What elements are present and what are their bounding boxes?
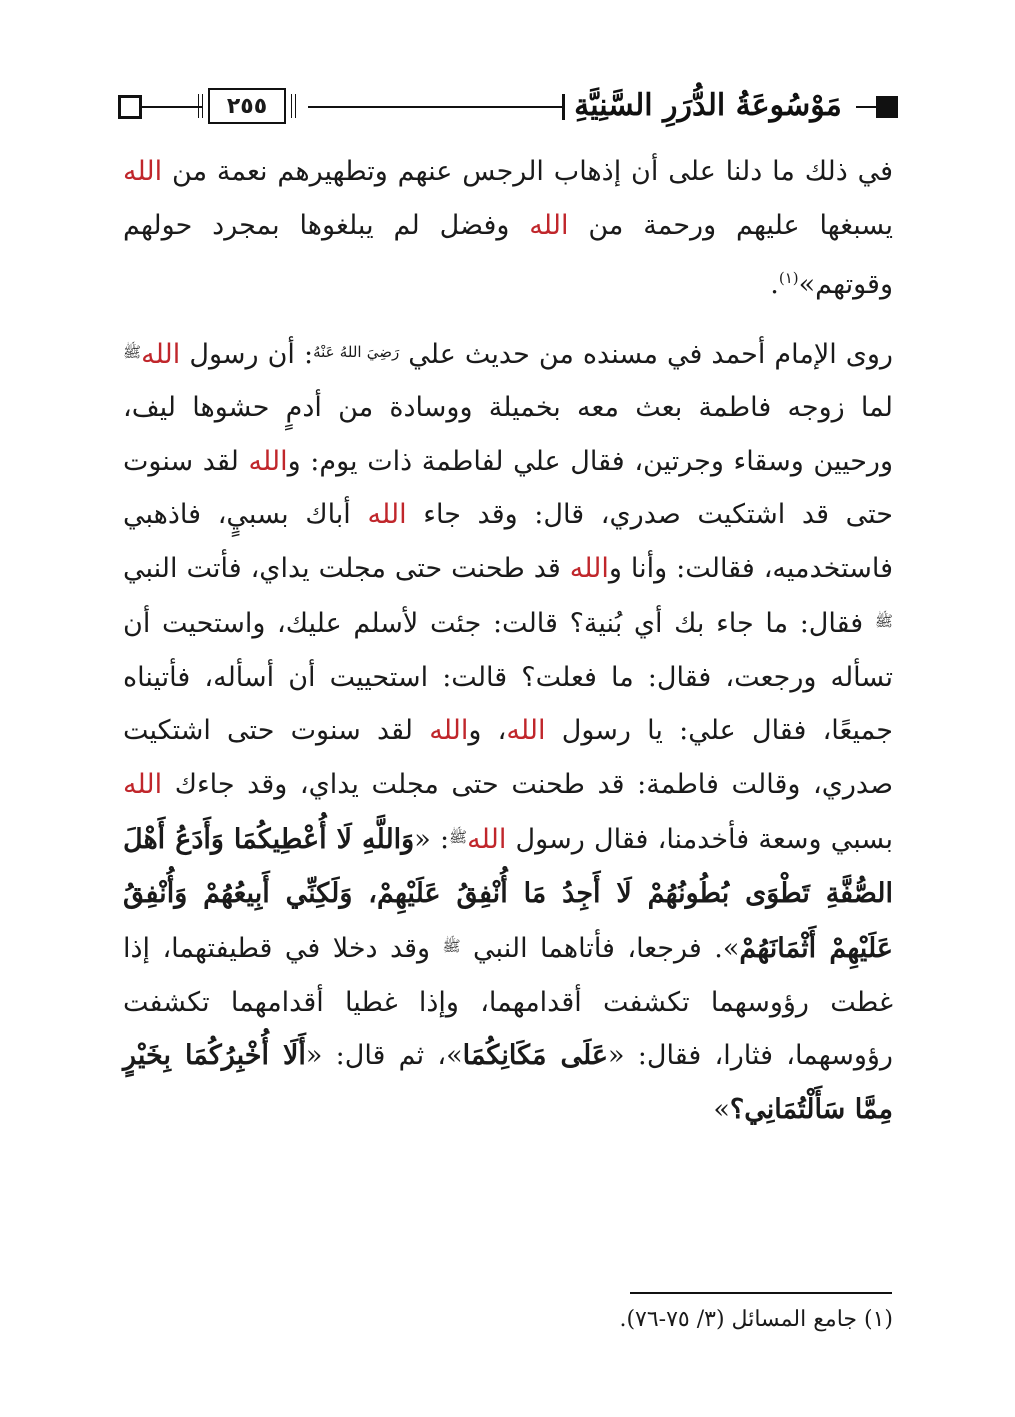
allah-word: الله	[506, 715, 546, 746]
text-run: أباك بسبيٍ، فاذهبي فاستخدميه، فقالت: وأنا و	[123, 499, 893, 584]
text-run: : «	[414, 824, 450, 855]
honorific: ﷺ	[449, 828, 468, 846]
page-header	[118, 82, 898, 132]
honorific: رَضِيَ اللهُ عَنْهُ	[313, 342, 400, 361]
text-run: وفضل لم يبلغوها بمجرد حولهم وقوتهم»	[123, 209, 893, 300]
header-ornament-right	[876, 96, 898, 118]
text-run: : أن رسول	[180, 338, 314, 370]
text-run: روى الإمام أحمد في مسنده من حديث علي	[399, 338, 893, 370]
text-run: لقد سنوت حتى اشتكيت صدري، وقالت فاطمة: قد طحنت حتى مجلت يداي، وقد جاءك	[123, 715, 893, 800]
allah-word: الله	[123, 768, 163, 800]
text-run: ، و	[468, 715, 507, 746]
header-rule-right	[856, 106, 876, 108]
footnote-ref[interactable]: (١)	[778, 269, 799, 287]
header-rule-middle	[308, 106, 563, 108]
text-run: »	[713, 1093, 730, 1125]
text-run: لقد سنوت حتى قد اشتكيت صدري، قال: وقد جاء	[123, 445, 893, 530]
text-run: ». فرجعا، فأتاهما النبي	[460, 933, 740, 964]
text-run: قد طحنت حتى مجلت يداي، فأتت النبي	[123, 552, 570, 584]
hadith-quote: عَلَى مَكَانِكُمَا	[462, 1040, 609, 1071]
book-title-logo: مَوْسُوعَةُ الدُّرَرِ السَّنِيَّةِ	[574, 87, 842, 123]
honorific: ﷺ	[874, 612, 893, 630]
text-run: »، ثم قال: «	[305, 1040, 463, 1071]
allah-word: الله	[248, 445, 288, 477]
allah-word: الله	[367, 499, 407, 530]
text-run: .	[770, 269, 779, 300]
text-run: فقال: ما جاء بك أي بُنية؟ قالت: جئت لأسلم عليك، واستحيت أن تسأله ورجعت، فقال: ما فعلت؟ قالت: استحييت أن أسأله، فأتيناه جميعًا، فقال علي: يا رسول	[123, 608, 893, 746]
allah-word: الله	[429, 715, 469, 746]
text-run: يسبغها عليهم ورحمة من	[568, 209, 893, 241]
text-run: وقد دخلا في قطيفتهما، إذا غطت رؤوسهما تكشفت أقدامهما، وإذا غطيا أقدامهما تكشفت رؤوسهما، فثارا، فقال: «	[123, 933, 893, 1071]
allah-word: الله	[467, 824, 507, 855]
hadith-quote: وَاللَّهِ لَا أُعْطِيكُمَا وَأَدَعُ أَهْلَ الصُّفَّةِ تَطْوَى بُطُونُهُمْ لَا أَجِدُ مَا أُنْفِقُ عَلَيْهِمْ، وَلَكِنِّي أَبِيعُهُمْ وَأُنْفِقُ عَلَيْهِمْ أَثْمَانَهُمْ	[123, 824, 893, 964]
allah-word: الله	[123, 156, 163, 187]
text-run: بسبي وسعة فأخدمنا، فقال رسول	[506, 824, 893, 855]
page-number: ٢٥٥	[208, 88, 286, 124]
honorific: ﷺ	[442, 937, 461, 955]
footnote: (١) جامع المسائل (٣/ ٧٥-٧٦).	[619, 1307, 893, 1332]
hadith-quote: أَلَا أُخْبِرُكُمَا بِخَيْرٍ مِمَّا سَأَلْتُمَانِي؟	[123, 1040, 893, 1125]
paragraph-1	[123, 145, 893, 312]
paragraph-2	[123, 326, 893, 1137]
main-text	[123, 145, 893, 1136]
footnote-separator	[630, 1292, 892, 1294]
header-ornament-left	[118, 95, 142, 119]
text-run: لما زوجه فاطمة بعث معه بخميلة ووسادة من أدمٍ حشوها ليف، ورحيين وسقاء وجرتين، فقال علي لفاطمة ذات يوم: و	[123, 392, 894, 477]
text-run: في ذلك ما دلنا على أن إذهاب الرجس عنهم وتطهيرهم نعمة من	[162, 156, 893, 187]
allah-word: الله	[529, 209, 569, 241]
page-number-frame	[188, 88, 308, 126]
honorific: ﷺ	[123, 342, 142, 361]
allah-word: الله	[569, 552, 609, 584]
allah-word: الله	[141, 338, 181, 370]
